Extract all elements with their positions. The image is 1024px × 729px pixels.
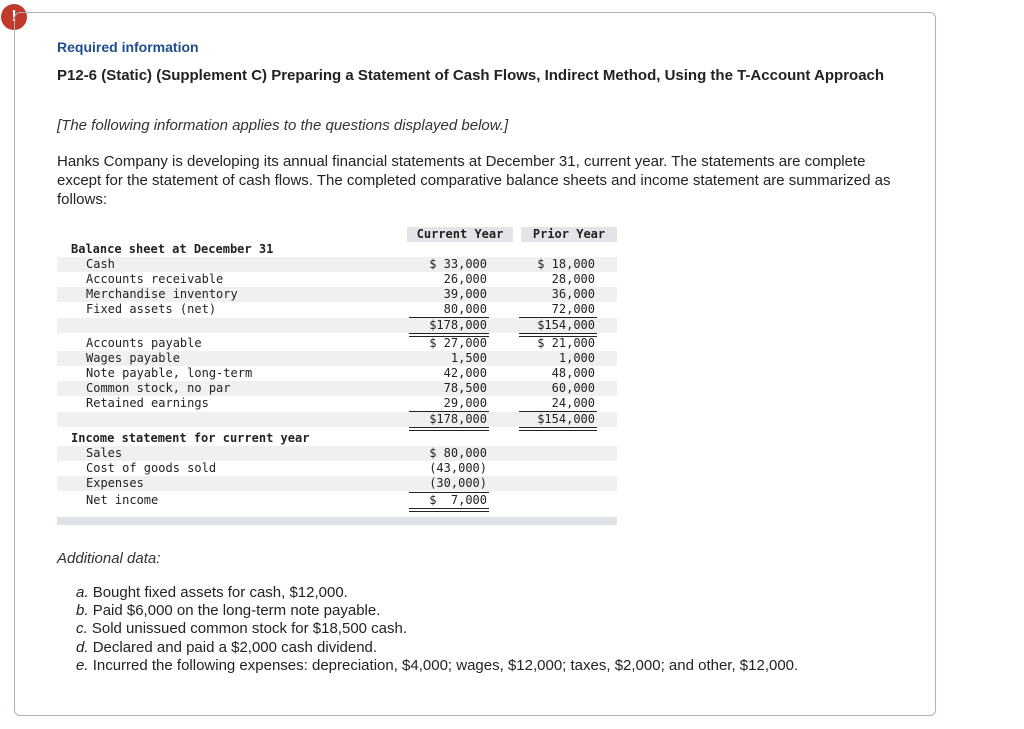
row-label: Common stock, no par bbox=[86, 381, 231, 395]
row-label: Wages payable bbox=[86, 351, 180, 365]
current-total: $178,000 bbox=[429, 318, 487, 332]
table-row bbox=[57, 396, 617, 411]
item-letter: d. bbox=[76, 638, 89, 656]
row-label: Fixed assets (net) bbox=[86, 302, 217, 316]
prior-total: $154,000 bbox=[537, 412, 595, 426]
item-text: Bought fixed assets for cash, $12,000. bbox=[92, 584, 348, 601]
current-value: 29,000 bbox=[443, 396, 487, 410]
problem-title: P12-6 (Static) (Supplement C) Preparing a Statement of Cash Flows, Indirect Method, Using the T-Account Approach bbox=[57, 67, 885, 84]
item-text: Incurred the following expenses: depreciation, $4,000; wages, $12,000; taxes, $2,000; and other, $12,000. bbox=[92, 656, 799, 674]
table-row bbox=[57, 366, 617, 381]
current-value: 1,500 bbox=[450, 351, 487, 365]
item-text: Paid $6,000 on the long-term note payable. bbox=[92, 602, 381, 620]
row-label: Accounts receivable bbox=[86, 272, 224, 286]
prior-value: 28,000 bbox=[551, 272, 595, 286]
balance-heading-row bbox=[57, 242, 617, 257]
current-value: (43,000) bbox=[429, 461, 487, 475]
list-item bbox=[76, 639, 798, 657]
list-item bbox=[76, 584, 798, 602]
item-letter: b. bbox=[76, 602, 89, 620]
prior-value: 24,000 bbox=[551, 396, 595, 410]
current-value: $ 33,000 bbox=[429, 257, 487, 271]
row-label: Net income bbox=[86, 493, 159, 507]
current-value: 78,500 bbox=[443, 381, 487, 395]
table-row bbox=[57, 336, 617, 351]
required-info-heading: Required information bbox=[57, 39, 199, 55]
current-value: 80,000 bbox=[443, 302, 487, 316]
row-label: Merchandise inventory bbox=[86, 287, 238, 301]
table-bottom-bar bbox=[57, 517, 617, 525]
instruction-note: [The following information applies to the questions displayed below.] bbox=[57, 117, 509, 134]
table-row bbox=[57, 461, 617, 476]
row-label: Cost of goods sold bbox=[86, 461, 217, 475]
row-label: Expenses bbox=[86, 476, 144, 490]
current-total: $178,000 bbox=[429, 412, 487, 426]
list-item bbox=[76, 602, 798, 620]
income-heading-row bbox=[57, 431, 617, 446]
table-row bbox=[57, 272, 617, 287]
prior-value: 60,000 bbox=[551, 381, 595, 395]
row-label: Note payable, long-term bbox=[86, 366, 253, 380]
table-row bbox=[57, 287, 617, 302]
prior-value: $ 21,000 bbox=[537, 336, 595, 350]
current-value: $ 27,000 bbox=[429, 336, 487, 350]
table-row bbox=[57, 257, 617, 272]
prior-value: 48,000 bbox=[551, 366, 595, 380]
current-value: $ 80,000 bbox=[429, 446, 487, 460]
prior-total: $154,000 bbox=[537, 318, 595, 332]
current-value: 26,000 bbox=[443, 272, 487, 286]
row-label: Retained earnings bbox=[86, 396, 209, 410]
current-value: $ 7,000 bbox=[429, 493, 487, 507]
list-item bbox=[76, 620, 798, 638]
balance-sheet-heading: Balance sheet at December 31 bbox=[71, 242, 274, 256]
current-value: (30,000) bbox=[429, 476, 487, 490]
row-label: Sales bbox=[86, 446, 123, 460]
alert-icon: ! bbox=[1, 4, 27, 30]
item-text: Sold unissued common stock for $18,500 cash. bbox=[91, 620, 408, 638]
list-item bbox=[76, 657, 798, 675]
table-row bbox=[57, 351, 617, 366]
prior-value: 72,000 bbox=[551, 302, 595, 316]
table-row bbox=[57, 381, 617, 396]
total-double-rule bbox=[409, 508, 489, 512]
row-label: Accounts payable bbox=[86, 336, 202, 350]
net-income-row bbox=[57, 493, 617, 508]
liabilities-total-row bbox=[57, 412, 617, 427]
financial-statements-table bbox=[57, 227, 617, 525]
prior-value: 1,000 bbox=[558, 351, 595, 365]
item-letter: c. bbox=[76, 620, 88, 638]
item-letter: e. bbox=[76, 656, 89, 674]
additional-data-label: Additional data: bbox=[57, 550, 161, 567]
table-row bbox=[57, 302, 617, 317]
current-value: 39,000 bbox=[443, 287, 487, 301]
item-letter: a. bbox=[76, 584, 89, 601]
column-header-prior: Prior Year bbox=[521, 227, 617, 242]
item-text: Declared and paid a $2,000 cash dividend. bbox=[92, 638, 378, 656]
row-label: Cash bbox=[86, 257, 115, 271]
prior-value: $ 18,000 bbox=[537, 257, 595, 271]
prior-value: 36,000 bbox=[551, 287, 595, 301]
table-row bbox=[57, 446, 617, 461]
table-row bbox=[57, 476, 617, 491]
intro-paragraph: Hanks Company is developing its annual financial statements at December 31, current year. The statements are complete except for the statement of cash flows. The completed comparative balance sheets and income statement are summarized as follows: bbox=[57, 153, 891, 208]
column-header-current: Current Year bbox=[407, 227, 513, 242]
income-statement-heading: Income statement for current year bbox=[71, 431, 310, 445]
assets-total-row bbox=[57, 318, 617, 333]
current-value: 42,000 bbox=[443, 366, 487, 380]
additional-data-list bbox=[76, 584, 798, 675]
